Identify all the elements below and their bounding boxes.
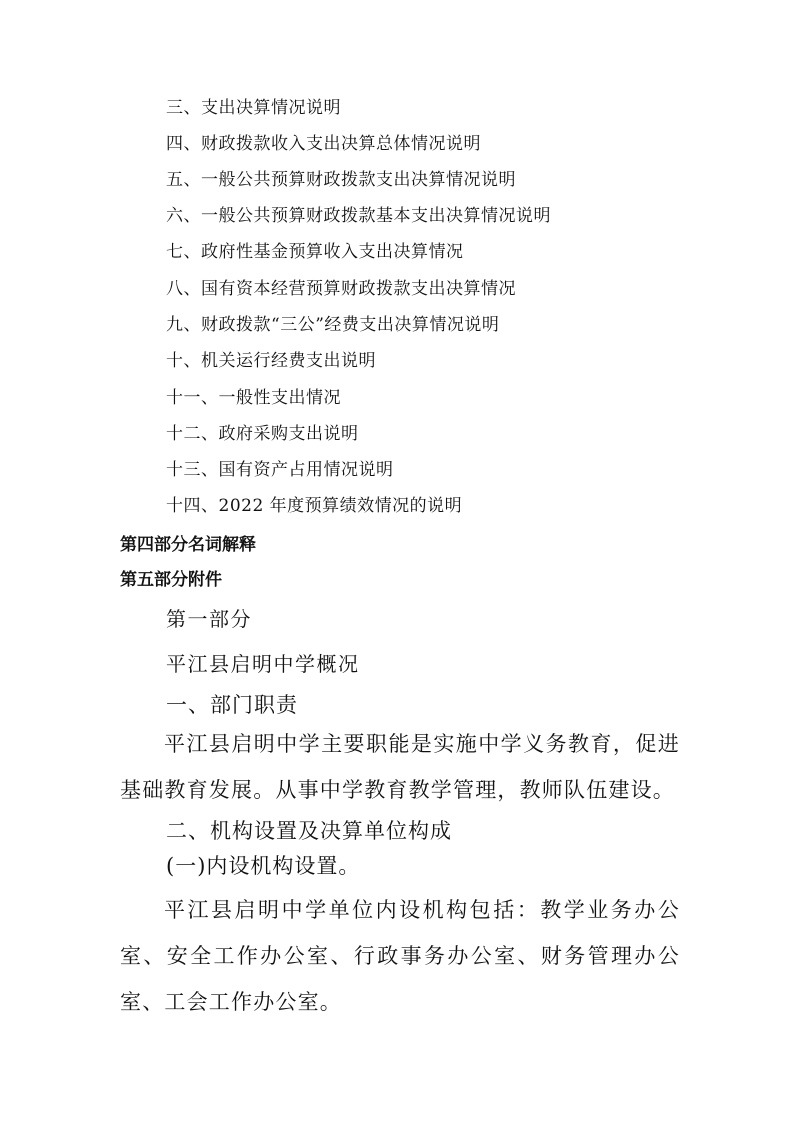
- part-title: 第一部分: [166, 607, 252, 631]
- subsection-heading-internal-units: (一)内设机构设置。: [166, 854, 361, 878]
- toc-item-4: 四、财政拨款收入支出决算总体情况说明: [166, 134, 481, 154]
- toc-item-10: 十、机关运行经费支出说明: [166, 351, 376, 371]
- section-title: 平江县启明中学概况: [166, 652, 360, 676]
- toc-item-14: 十四、2022 年度预算绩效情况的说明: [166, 496, 463, 516]
- toc-item-8: 八、国有资本经营预算财政拨款支出决算情况: [166, 279, 516, 299]
- toc-item-11: 十一、一般性支出情况: [166, 388, 341, 408]
- toc-item-5: 五、一般公共预算财政拨款支出决算情况说明: [166, 170, 516, 190]
- toc-part-4-heading: 第四部分名词解释: [120, 535, 256, 555]
- toc-item-6: 六、一般公共预算财政拨款基本支出决算情况说明: [166, 206, 551, 226]
- paragraph-duties: 平江县启明中学主要职能是实施中学义务教育，促进基础教育发展。从事中学教育教学管理，教师队伍建设。: [120, 732, 680, 802]
- toc-item-7: 七、政府性基金预算收入支出决算情况: [166, 242, 464, 262]
- subsection-heading-structure: 二、机构设置及决算单位构成: [166, 819, 452, 843]
- toc-item-3: 三、支出决算情况说明: [166, 98, 341, 118]
- toc-item-13: 十三、国有资产占用情况说明: [166, 460, 394, 480]
- paragraph-internal-units: 平江县启明中学单位内设机构包括：教学业务办公室、安全工作办公室、行政事务办公室、财务管理办公室、工会工作办公室。: [120, 898, 680, 1014]
- toc-item-12: 十二、政府采购支出说明: [166, 424, 359, 444]
- subsection-heading-duties: 一、部门职责: [166, 693, 298, 717]
- toc-item-9: 九、财政拨款“三公”经费支出决算情况说明: [166, 315, 500, 335]
- toc-part-5-heading: 第五部分附件: [120, 570, 222, 590]
